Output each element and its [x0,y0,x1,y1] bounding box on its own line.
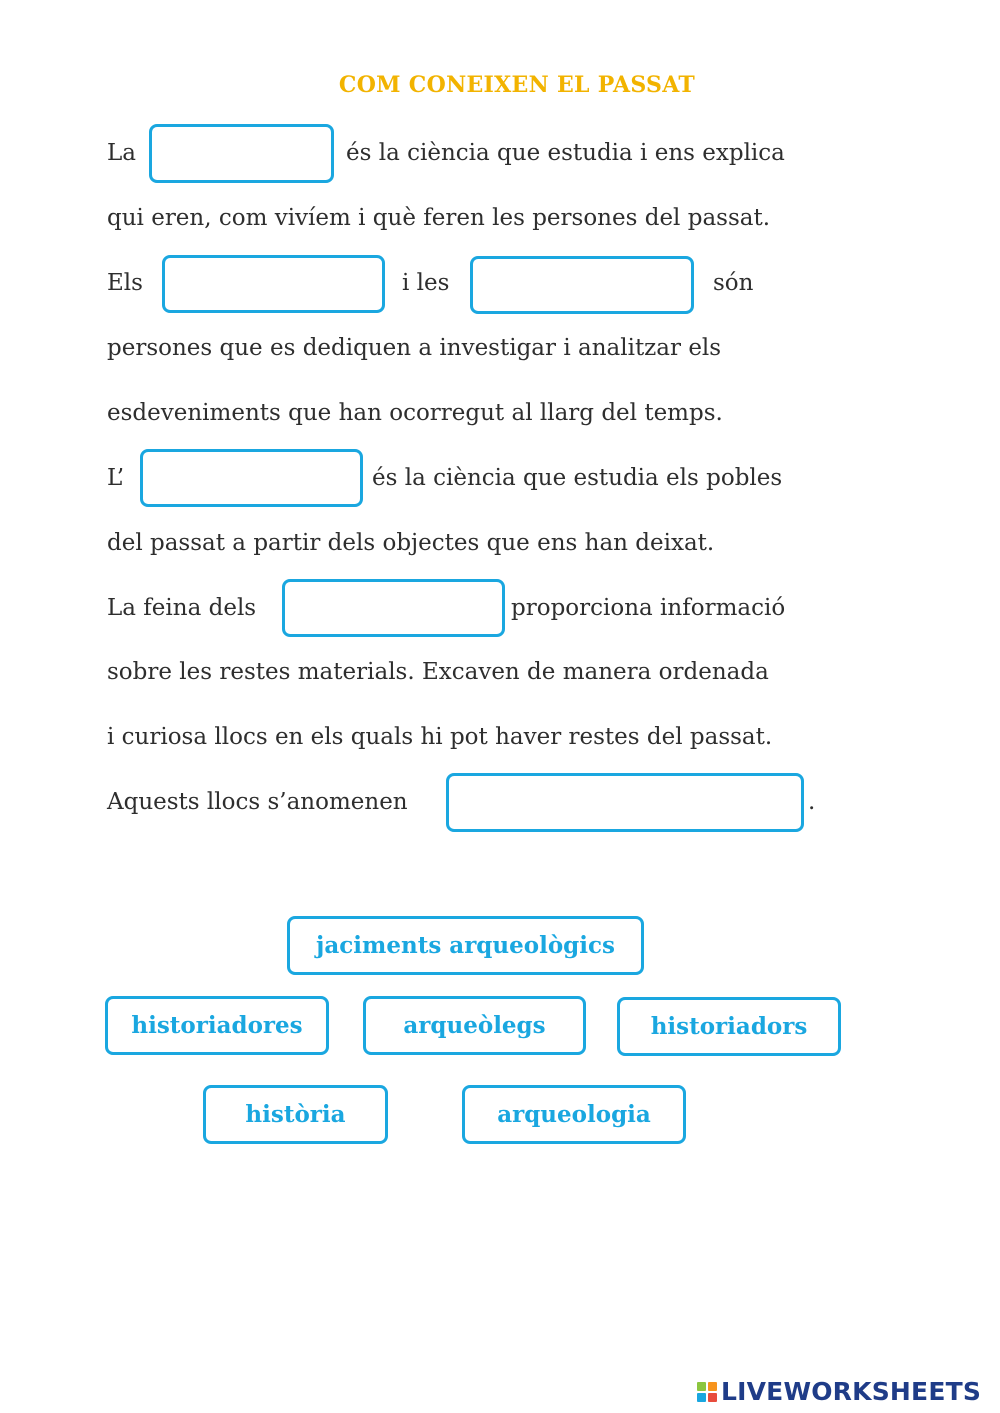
liveworksheets-logo-icon [697,1382,717,1402]
logo-square-red [708,1393,717,1402]
text-line-11a: Aquests llocs s’anomenen [107,789,408,815]
logo-square-green [697,1382,706,1391]
word-chip-arqueologia[interactable]: arqueologia [462,1085,686,1144]
text-line-4: persones que es dediquen a investigar i analitzar els [107,335,722,361]
text-line-2: qui eren, com vivíem i què feren les persones del passat. [107,205,771,231]
text-line-6a: L’ [107,465,125,491]
logo-square-blue [697,1393,706,1402]
text-line-1b: és la ciència que estudia i ens explica [346,140,785,166]
text-line-5: esdeveniments que han ocorregut al llarg del temps. [107,400,723,426]
logo-square-orange [708,1382,717,1391]
page-title: COM CONEIXEN EL PASSAT [338,72,696,98]
answer-blank-6[interactable] [446,773,804,832]
answer-blank-2[interactable] [162,255,385,313]
answer-blank-5[interactable] [282,579,505,637]
word-chip-historiadores[interactable]: historiadores [105,996,329,1055]
word-chip-historiadors[interactable]: historiadors [617,997,841,1056]
answer-blank-4[interactable] [140,449,363,507]
text-line-3c: són [713,270,754,296]
text-line-3b: i les [402,270,450,296]
text-line-11b: . [808,789,816,815]
text-line-6b: és la ciència que estudia els pobles [372,465,783,491]
text-line-8a: La feina dels [107,595,257,621]
answer-blank-1[interactable] [149,124,334,183]
word-chip-jaciments-arqueologics[interactable]: jaciments arqueològics [287,916,644,975]
word-chip-historia[interactable]: història [203,1085,388,1144]
logo-text: LIVEWORKSHEETS [721,1377,982,1406]
liveworksheets-logo [697,1377,981,1406]
text-line-3a: Els [107,270,143,296]
text-line-8b: proporciona informació [511,595,786,621]
text-line-10: i curiosa llocs en els quals hi pot haver restes del passat. [107,724,773,750]
text-line-7: del passat a partir dels objectes que ens han deixat. [107,530,715,556]
text-line-9: sobre les restes materials. Excaven de manera ordenada [107,659,769,685]
text-line-1a: La [107,140,136,166]
answer-blank-3[interactable] [470,256,694,314]
word-chip-arqueolegs[interactable]: arqueòlegs [363,996,586,1055]
